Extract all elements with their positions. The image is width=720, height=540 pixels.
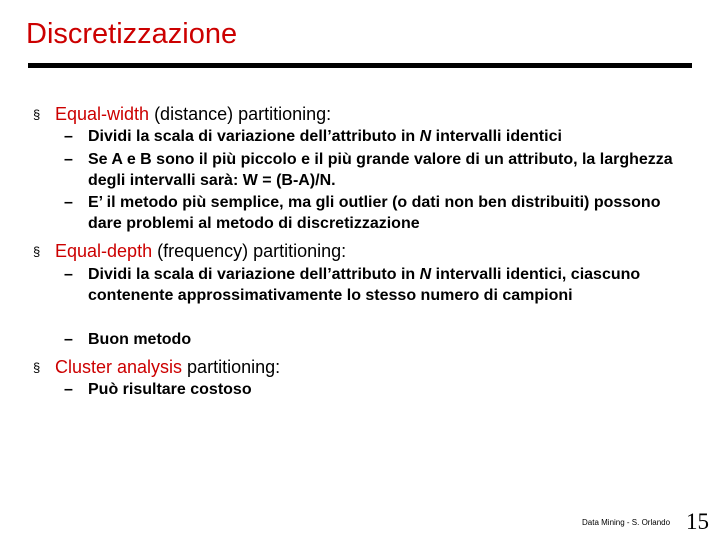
square-bullet-icon: § [33,360,41,375]
list-item-text-part: intervalli identici, ciascuno contenente approssimativamente lo stesso numero di campioni [88,266,641,304]
section-highlight: Equal-width [55,104,150,124]
list-item-text: E’ il metodo più semplice, ma gli outlier (o dati non ben distribuiti) possono dare problemi al metodo di discretizzazione [88,194,661,232]
page-number: 15 [686,509,709,534]
list-item-text-part: Dividi la scala di variazione dell’attributo in [88,128,420,145]
dash-bullet-icon: – [64,331,73,348]
list-item-text [88,264,684,306]
dash-bullet-icon: – [64,128,73,145]
section-heading [55,241,346,262]
section-heading [55,104,331,125]
square-bullet-icon: § [33,244,41,259]
slide-title: Discretizzazione [26,18,238,50]
list-item-text-part: intervalli identici [431,128,562,145]
list-item-text [88,126,684,147]
footer-credit: Data Mining - S. Orlando [582,518,671,527]
section-heading-rest: partitioning: [182,357,281,377]
dash-bullet-icon: – [64,266,73,283]
list-item-emphasis: N [419,128,432,145]
section-heading-rest: (distance) partitioning: [149,104,332,124]
dash-bullet-icon: – [64,151,73,168]
dash-bullet-icon: – [64,194,73,211]
section-heading [55,357,280,378]
list-item-text: Buon metodo [88,331,192,348]
square-bullet-icon: § [33,107,41,122]
section-highlight: Equal-depth [55,241,153,261]
section-heading-rest: (frequency) partitioning: [152,241,347,261]
list-item-text: Se A e B sono il più piccolo e il più grande valore di un attributo, la larghezza degli intervalli sarà: W = (B-A)/N. [88,151,673,189]
list-item-text-part: Dividi la scala di variazione dell’attributo in [88,266,420,283]
dash-bullet-icon: – [64,381,73,398]
list-item-emphasis: N [419,266,432,283]
list-item-text: Può risultare costoso [88,381,252,398]
title-divider [28,63,692,68]
section-highlight: Cluster analysis [55,357,183,377]
